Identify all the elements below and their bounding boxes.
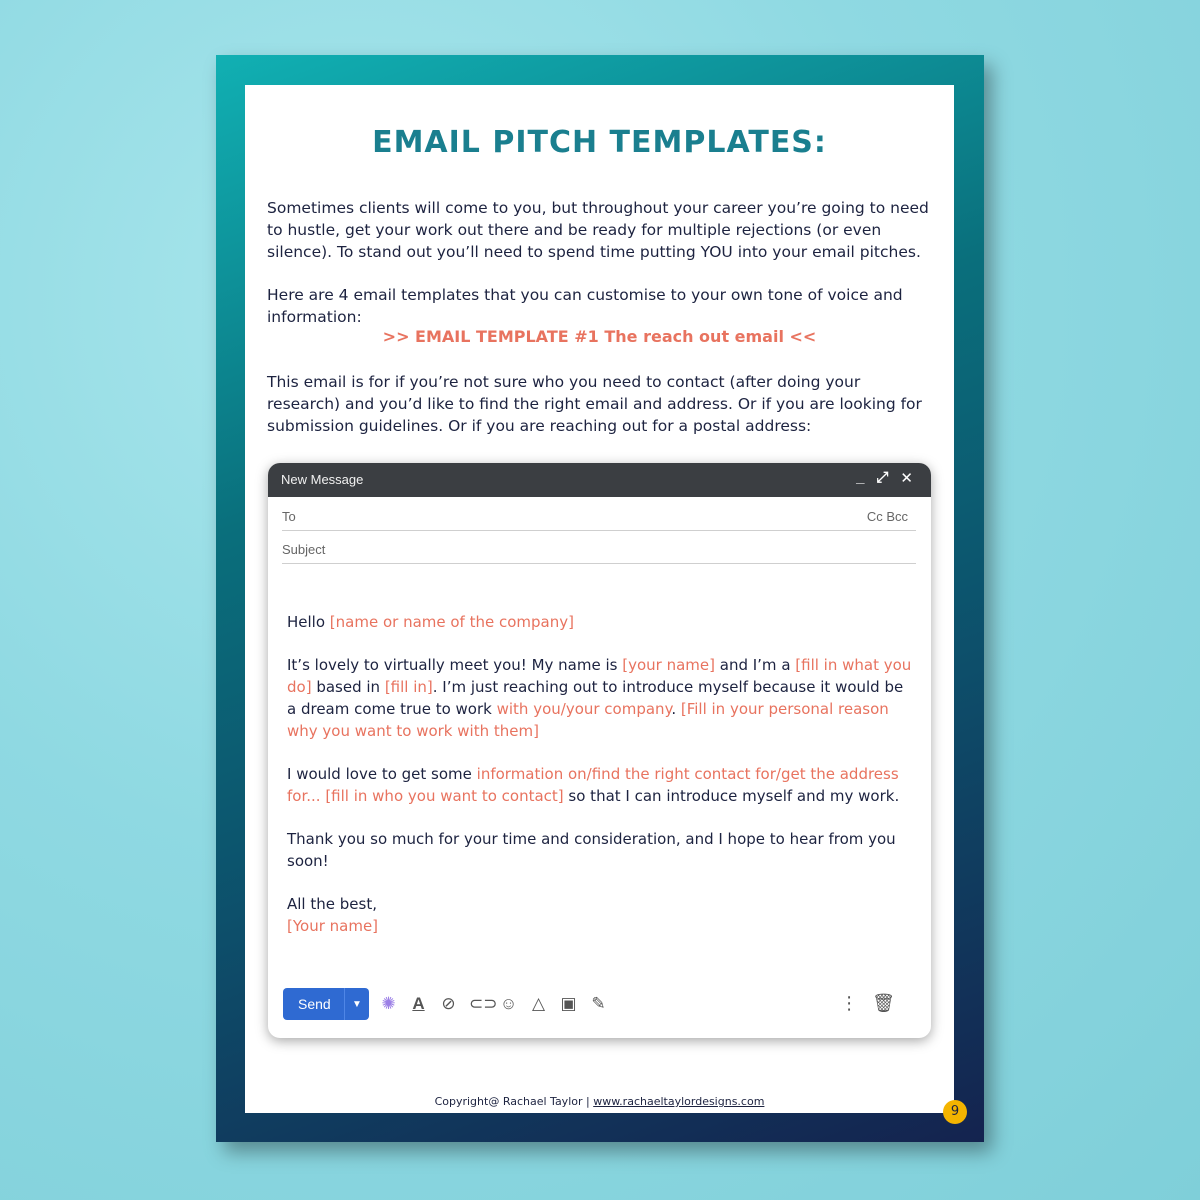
placeholder-location: [fill in] [384, 678, 433, 696]
p2-text-b: so that I can introduce myself and my work. [563, 787, 900, 805]
placeholder-company: [name or name of the company] [329, 613, 574, 631]
paragraph-2 [287, 763, 917, 807]
placeholder-contact: information on/find the right contact for/get the address for... [fill in who you want to contact] [287, 765, 899, 805]
greeting-line [287, 611, 917, 633]
greeting-text: Hello [287, 613, 330, 631]
placeholder-reason: [Fill in your personal reason why you want to work with them] [287, 700, 889, 740]
paragraph-3: Thank you so much for your time and consideration, and I hope to hear from you soon! [287, 830, 896, 870]
window-title: New Message [281, 472, 364, 487]
signoff-text: All the best, [287, 895, 377, 913]
trash-icon[interactable]: 🗑 [872, 993, 895, 1013]
intro-paragraph-2: Here are 4 email templates that you can customise to your own tone of voice and information: [267, 286, 903, 326]
page-title: EMAIL PITCH TEMPLATES: [372, 125, 827, 160]
close-icon[interactable]: ✕ [900, 470, 913, 487]
copyright-text: Copyright@ Rachael Taylor | [434, 1095, 594, 1108]
subject-field[interactable] [282, 533, 916, 564]
p1-text-c: based in [311, 678, 385, 696]
paragraph-1 [287, 654, 917, 742]
send-label: Send [298, 996, 331, 1012]
subject-label: Subject [282, 542, 326, 557]
send-button[interactable] [283, 988, 369, 1020]
signoff [287, 893, 917, 937]
text-format-icon[interactable]: A [412, 994, 425, 1013]
expand-icon[interactable]: ⤢ [876, 469, 889, 486]
emoji-icon[interactable]: ☺ [499, 994, 518, 1013]
minimize-icon[interactable]: _ [856, 469, 865, 486]
image-icon[interactable]: ▣ [560, 994, 577, 1013]
placeholder-signature: [Your name] [287, 917, 379, 935]
website-link[interactable]: www.rachaeltaylordesigns.com [593, 1095, 765, 1108]
p1-text-a: It’s lovely to virtually meet you! My name is [287, 656, 623, 674]
to-label: To [282, 509, 296, 524]
window-controls [856, 469, 913, 487]
description-paragraph: This email is for if you’re not sure who you need to contact (after doing your research) and you’d like to find the right email and address. Or if you are looking for submission guidelines. Or if you are reaching out for a postal address: [267, 373, 922, 435]
drive-icon[interactable]: △ [531, 994, 546, 1013]
more-tools [840, 993, 895, 1014]
p2-text-a: I would love to get some [287, 765, 477, 783]
email-toolbar [283, 988, 913, 1020]
p1-text-e: . [671, 700, 681, 718]
intro-paragraph: Sometimes clients will come to you, but throughout your career you’re going to need to hustle, get your work out there and be ready for multiple rejections (or even silence). To stand out you’ll need to spend time putting YOU into your email pitches. [267, 199, 929, 261]
attach-icon[interactable]: ⊘ [441, 994, 456, 1013]
placeholder-company-2: with you/your company [496, 700, 672, 718]
cc-bcc-link[interactable]: Cc Bcc [866, 509, 908, 524]
placeholder-what-you-do: [fill in what you do] [287, 656, 912, 696]
more-options-icon[interactable]: ⋮ [840, 993, 859, 1013]
to-field[interactable] [282, 500, 916, 531]
send-options-dropdown[interactable]: ▼ [344, 988, 369, 1020]
signature-pen-icon[interactable]: ✎ [591, 994, 606, 1013]
placeholder-your-name: [your name] [622, 656, 715, 674]
sparkle-icon[interactable]: ✺ [381, 994, 396, 1013]
email-body[interactable] [287, 611, 917, 958]
footer [245, 1095, 954, 1108]
link-icon[interactable]: ⊂⊃ [469, 994, 498, 1013]
page-number-badge: 9 [943, 1100, 967, 1124]
p1-text-d: . I’m just reaching out to introduce myself because it would be a dream come true to work [287, 678, 904, 718]
email-compose-window [268, 463, 931, 1038]
template-heading: >> EMAIL TEMPLATE #1 The reach out email << [382, 327, 817, 346]
email-header [268, 463, 931, 497]
formatting-tools [379, 994, 608, 1014]
p1-text-b: and I’m a [714, 656, 796, 674]
